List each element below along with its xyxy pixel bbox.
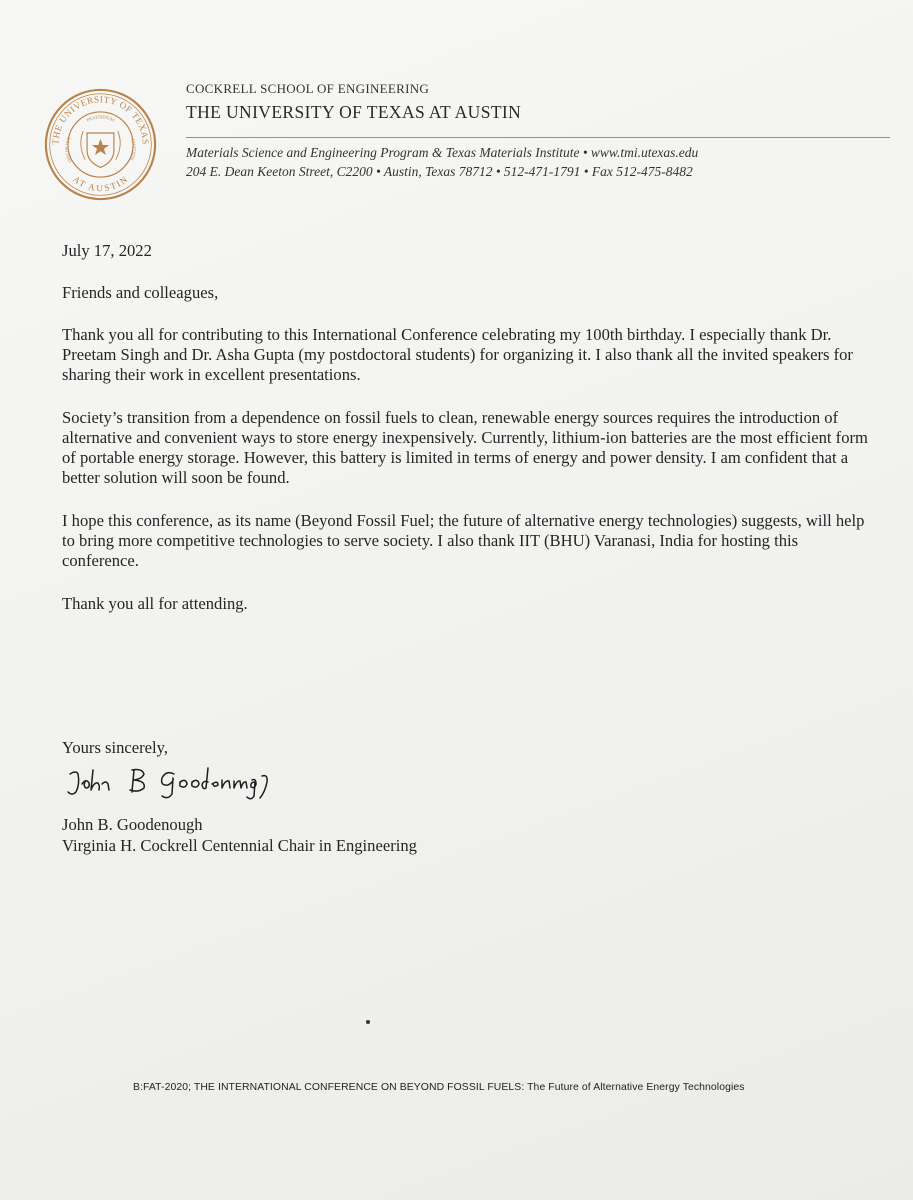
letter-paragraph-3: I hope this conference, as its name (Beyond Fossil Fuel; the future of alternative energy technologies) suggests, will help to bring more competitive technologies to serve society. I also thank IIT (BHU) Varanasi, India for hosting this conference.: [62, 511, 865, 570]
seal-inner-top-text: PRAESIDIUM: [85, 114, 116, 123]
letterhead-address: [186, 143, 891, 181]
handwritten-signature-icon: [62, 762, 282, 802]
school-name: COCKRELL SCHOOL OF ENGINEERING: [186, 81, 430, 96]
letter-paragraph-2: Society’s transition from a dependence on fossil fuels to clean, renewable energy sources requires the introduction of alternative and convenient ways to store energy inexpensively. Currently, lithium-ion batteries are the most efficient form of portable energy storage. However, this battery is limited in terms of energy and power density. I am confident that a better solution will soon be found.: [62, 408, 868, 487]
letterhead: [186, 80, 886, 124]
letter-closing: Yours sincerely,: [62, 738, 169, 757]
letter-date: July 17, 2022: [62, 241, 152, 260]
letterhead-divider: [186, 137, 890, 138]
seal-ring-bottom-text: AT AUSTIN: [71, 173, 130, 194]
svg-text:CIVITATIS: [129, 138, 137, 162]
signer-name: John B. Goodenough: [62, 815, 203, 834]
svg-text:DISCIPLINA: [64, 136, 72, 164]
paper-speck: [366, 1020, 370, 1024]
university-seal-icon: [43, 87, 158, 202]
signer-block: [62, 814, 417, 856]
letter-paragraph-1: Thank you all for contributing to this International Conference celebrating my 100th birthday. I especially thank Dr. Preetam Singh and Dr. Asha Gupta (my postdoctoral students) for organizing it. I also thank all the invited speakers for sharing their work in excellent presentations.: [62, 325, 853, 384]
letter-paragraph-4: Thank you all for attending.: [62, 594, 248, 613]
signer-title: Virginia H. Cockrell Centennial Chair in Engineering: [62, 836, 417, 855]
address-line-1: Materials Science and Engineering Program & Texas Materials Institute • www.tmi.utexas.edu: [186, 145, 699, 160]
letter-body: [62, 241, 877, 637]
seal-ring-top-text: THE UNIVERSITY OF TEXAS: [50, 94, 151, 146]
address-line-2: 204 E. Dean Keeton Street, C2200 • Austin, Texas 78712 • 512-471-1791 • Fax 512-475-8482: [186, 164, 693, 179]
conference-footer: B:FAT-2020; THE INTERNATIONAL CONFERENCE ON BEYOND FOSSIL FUELS: The Future of Alternative Energy Technologies: [133, 1082, 745, 1093]
letter-salutation: Friends and colleagues,: [62, 283, 219, 302]
svg-text:PRAESIDIUM: [86, 114, 115, 122]
seal-inner-right-text: CIVITATIS: [129, 138, 137, 162]
university-name: THE UNIVERSITY OF TEXAS AT AUSTIN: [186, 102, 522, 122]
seal-inner-left-text: DISCIPLINA: [64, 136, 73, 164]
